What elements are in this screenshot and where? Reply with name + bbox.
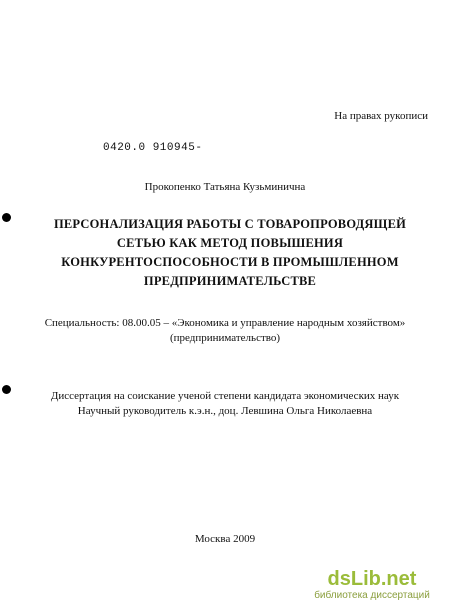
dslib-watermark[interactable] [302, 569, 442, 602]
title-line: ПЕРСОНАЛИЗАЦИЯ РАБОТЫ С ТОВАРОПРОВОДЯЩЕЙ [53, 217, 407, 231]
dslib-subtitle: библиотека диссертаций [314, 590, 430, 601]
library-stamp: 0420.0 910945- [103, 142, 203, 154]
title-line: ПРЕДПРИНИМАТЕЛЬСТВЕ [143, 274, 317, 288]
specialty-line: Специальность: 08.00.05 – «Экономика и управление народным хозяйством» [44, 317, 406, 329]
degree-line: Диссертация на соискание ученой степени кандидата экономических наук [50, 390, 400, 402]
dissertation-block [0, 389, 450, 419]
punch-hole-top [2, 213, 11, 222]
supervisor-line: Научный руководитель к.э.н., доц. Левшина Ольга Николаевна [77, 405, 373, 417]
specialty-block [0, 316, 450, 346]
thesis-title [50, 215, 410, 291]
city-year: Москва 2009 [194, 533, 256, 545]
dslib-logo[interactable]: dsLib.net [327, 568, 417, 590]
title-line: КОНКУРЕНТОСПОСОБНОСТИ В ПРОМЫШЛЕННОМ [61, 255, 399, 269]
specialty-note: (предпринимательство) [169, 332, 281, 344]
rights-note: На правах рукописи [334, 110, 428, 122]
author-name: Прокопенко Татьяна Кузьминична [144, 181, 306, 193]
title-line: СЕТЬЮ КАК МЕТОД ПОВЫШЕНИЯ [116, 236, 344, 250]
